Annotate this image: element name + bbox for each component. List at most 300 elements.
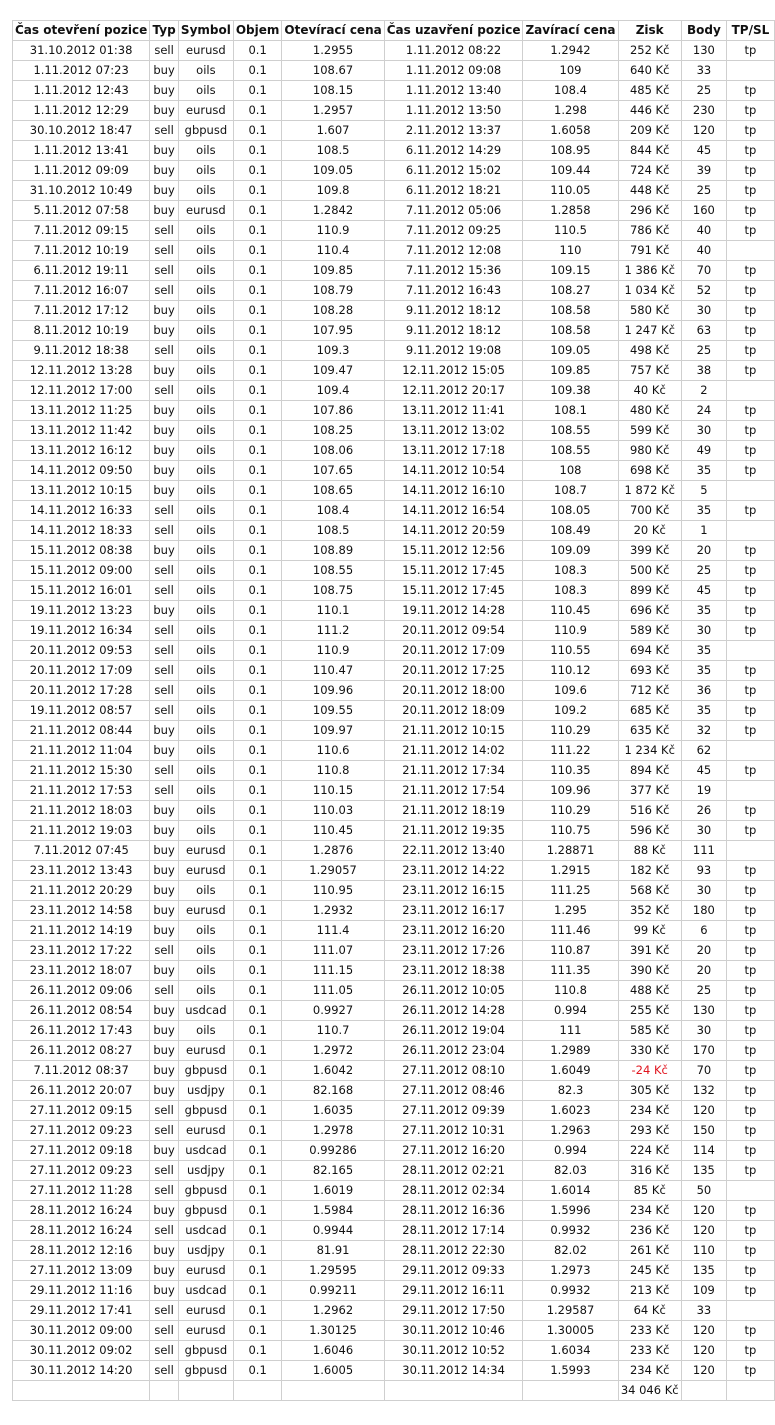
cell-open-price: 1.30125 <box>282 1321 384 1341</box>
cell-close-price: 110.75 <box>523 821 618 841</box>
table-row <box>13 541 775 561</box>
table-row <box>13 1341 775 1361</box>
cell-open-time: 26.11.2012 08:27 <box>13 1041 150 1061</box>
cell-points: 30 <box>681 821 726 841</box>
cell-tpsl <box>726 781 774 801</box>
header-type: Typ <box>150 21 179 41</box>
table-row <box>13 161 775 181</box>
cell-open-price: 110.9 <box>282 221 384 241</box>
cell-type: sell <box>150 241 179 261</box>
cell-profit: 293 Kč <box>618 1121 681 1141</box>
cell-points: 120 <box>681 1341 726 1361</box>
cell-type: sell <box>150 1341 179 1361</box>
cell-tpsl: tp <box>726 1041 774 1061</box>
cell-profit: 1 872 Kč <box>618 481 681 501</box>
cell-volume: 0.1 <box>233 281 282 301</box>
cell-points: 120 <box>681 1361 726 1381</box>
cell-type: buy <box>150 961 179 981</box>
cell-open-time: 29.11.2012 11:16 <box>13 1281 150 1301</box>
cell-tpsl: tp <box>726 601 774 621</box>
cell-type: buy <box>150 1141 179 1161</box>
cell-profit: 99 Kč <box>618 921 681 941</box>
cell-volume: 0.1 <box>233 61 282 81</box>
cell-profit: 224 Kč <box>618 1141 681 1161</box>
cell-open-time: 20.11.2012 09:53 <box>13 641 150 661</box>
cell-open-time: 21.11.2012 18:03 <box>13 801 150 821</box>
cell-symbol: oils <box>178 181 233 201</box>
cell-points: 120 <box>681 1221 726 1241</box>
cell-points: 93 <box>681 861 726 881</box>
cell-close-price: 110.9 <box>523 621 618 641</box>
header-points: Body <box>681 21 726 41</box>
cell-open-time: 23.11.2012 14:58 <box>13 901 150 921</box>
cell-profit: 352 Kč <box>618 901 681 921</box>
cell-symbol: oils <box>178 481 233 501</box>
cell-close-price: 1.6049 <box>523 1061 618 1081</box>
cell-points: 20 <box>681 941 726 961</box>
cell-points: 1 <box>681 521 726 541</box>
cell-symbol: eurusd <box>178 201 233 221</box>
table-row <box>13 921 775 941</box>
cell-open-price: 107.65 <box>282 461 384 481</box>
cell-profit: 391 Kč <box>618 941 681 961</box>
cell-symbol: oils <box>178 681 233 701</box>
table-row <box>13 61 775 81</box>
cell-symbol: oils <box>178 81 233 101</box>
cell-close-time: 2.11.2012 13:37 <box>384 121 523 141</box>
cell-profit: 693 Kč <box>618 661 681 681</box>
cell-points: 24 <box>681 401 726 421</box>
cell-close-time: 1.11.2012 08:22 <box>384 41 523 61</box>
cell-close-price: 108.58 <box>523 321 618 341</box>
cell-open-price: 110.45 <box>282 821 384 841</box>
total-row-empty-cell <box>13 1381 150 1401</box>
cell-open-price: 1.2978 <box>282 1121 384 1141</box>
cell-open-time: 1.11.2012 12:29 <box>13 101 150 121</box>
cell-close-time: 29.11.2012 17:50 <box>384 1301 523 1321</box>
cell-profit: 316 Kč <box>618 1161 681 1181</box>
cell-points: 45 <box>681 761 726 781</box>
cell-tpsl <box>726 61 774 81</box>
cell-type: sell <box>150 681 179 701</box>
cell-type: buy <box>150 201 179 221</box>
cell-close-price: 82.03 <box>523 1161 618 1181</box>
cell-close-price: 1.2858 <box>523 201 618 221</box>
cell-points: 25 <box>681 181 726 201</box>
cell-close-time: 23.11.2012 14:22 <box>384 861 523 881</box>
cell-close-time: 1.11.2012 13:50 <box>384 101 523 121</box>
cell-points: 19 <box>681 781 726 801</box>
cell-open-time: 20.11.2012 17:09 <box>13 661 150 681</box>
cell-close-price: 1.6014 <box>523 1181 618 1201</box>
cell-tpsl: tp <box>726 161 774 181</box>
cell-type: buy <box>150 401 179 421</box>
cell-points: 35 <box>681 601 726 621</box>
cell-open-price: 110.9 <box>282 641 384 661</box>
table-row <box>13 1261 775 1281</box>
cell-close-price: 1.6034 <box>523 1341 618 1361</box>
cell-open-time: 23.11.2012 13:43 <box>13 861 150 881</box>
cell-close-price: 1.295 <box>523 901 618 921</box>
cell-open-time: 27.11.2012 09:23 <box>13 1161 150 1181</box>
cell-points: 150 <box>681 1121 726 1141</box>
cell-open-time: 7.11.2012 09:15 <box>13 221 150 241</box>
cell-open-time: 1.11.2012 09:09 <box>13 161 150 181</box>
cell-tpsl: tp <box>726 141 774 161</box>
cell-symbol: oils <box>178 581 233 601</box>
cell-symbol: oils <box>178 161 233 181</box>
header-tpsl: TP/SL <box>726 21 774 41</box>
cell-points: 20 <box>681 541 726 561</box>
cell-volume: 0.1 <box>233 521 282 541</box>
cell-volume: 0.1 <box>233 121 282 141</box>
cell-open-price: 107.86 <box>282 401 384 421</box>
cell-points: 36 <box>681 681 726 701</box>
cell-symbol: oils <box>178 921 233 941</box>
cell-open-price: 108.5 <box>282 141 384 161</box>
cell-type: buy <box>150 1201 179 1221</box>
table-row <box>13 701 775 721</box>
cell-points: 45 <box>681 581 726 601</box>
cell-open-price: 1.6042 <box>282 1061 384 1081</box>
cell-open-price: 0.99211 <box>282 1281 384 1301</box>
cell-open-price: 1.6046 <box>282 1341 384 1361</box>
table-row <box>13 1061 775 1081</box>
cell-close-time: 13.11.2012 17:18 <box>384 441 523 461</box>
cell-volume: 0.1 <box>233 581 282 601</box>
cell-tpsl: tp <box>726 501 774 521</box>
cell-close-time: 26.11.2012 14:28 <box>384 1001 523 1021</box>
cell-open-time: 21.11.2012 14:19 <box>13 921 150 941</box>
cell-volume: 0.1 <box>233 1001 282 1021</box>
cell-close-price: 110.29 <box>523 721 618 741</box>
total-row-empty-cell <box>178 1381 233 1401</box>
table-row <box>13 781 775 801</box>
cell-volume: 0.1 <box>233 1041 282 1061</box>
cell-close-time: 27.11.2012 09:39 <box>384 1101 523 1121</box>
cell-tpsl: tp <box>726 701 774 721</box>
cell-open-price: 110.1 <box>282 601 384 621</box>
cell-tpsl: tp <box>726 1061 774 1081</box>
cell-close-time: 30.11.2012 10:46 <box>384 1321 523 1341</box>
cell-open-time: 21.11.2012 11:04 <box>13 741 150 761</box>
cell-volume: 0.1 <box>233 901 282 921</box>
cell-tpsl: tp <box>726 661 774 681</box>
cell-profit: 980 Kč <box>618 441 681 461</box>
cell-volume: 0.1 <box>233 981 282 1001</box>
cell-type: buy <box>150 361 179 381</box>
cell-profit: 236 Kč <box>618 1221 681 1241</box>
cell-close-price: 108.3 <box>523 561 618 581</box>
cell-close-time: 23.11.2012 16:20 <box>384 921 523 941</box>
cell-profit: 589 Kč <box>618 621 681 641</box>
cell-tpsl <box>726 841 774 861</box>
cell-volume: 0.1 <box>233 1161 282 1181</box>
cell-open-price: 110.6 <box>282 741 384 761</box>
cell-type: sell <box>150 1161 179 1181</box>
cell-close-time: 14.11.2012 16:10 <box>384 481 523 501</box>
cell-open-price: 108.06 <box>282 441 384 461</box>
table-row <box>13 1201 775 1221</box>
cell-open-price: 1.6035 <box>282 1101 384 1121</box>
cell-open-time: 21.11.2012 08:44 <box>13 721 150 741</box>
cell-profit: 88 Kč <box>618 841 681 861</box>
cell-type: sell <box>150 641 179 661</box>
cell-symbol: oils <box>178 381 233 401</box>
cell-open-time: 20.11.2012 17:28 <box>13 681 150 701</box>
trades-table-container <box>12 20 775 1401</box>
cell-points: 120 <box>681 1321 726 1341</box>
cell-open-price: 0.9944 <box>282 1221 384 1241</box>
cell-close-price: 1.30005 <box>523 1321 618 1341</box>
cell-profit: 498 Kč <box>618 341 681 361</box>
cell-open-price: 1.6019 <box>282 1181 384 1201</box>
header-open-price: Otevírací cena <box>282 21 384 41</box>
cell-close-price: 109.44 <box>523 161 618 181</box>
cell-points: 35 <box>681 641 726 661</box>
cell-tpsl <box>726 521 774 541</box>
cell-points: 70 <box>681 1061 726 1081</box>
cell-open-time: 30.11.2012 09:02 <box>13 1341 150 1361</box>
cell-profit: 1 247 Kč <box>618 321 681 341</box>
cell-type: buy <box>150 541 179 561</box>
cell-close-time: 20.11.2012 17:25 <box>384 661 523 681</box>
cell-tpsl: tp <box>726 1161 774 1181</box>
cell-symbol: oils <box>178 221 233 241</box>
cell-close-time: 27.11.2012 08:10 <box>384 1061 523 1081</box>
cell-symbol: oils <box>178 701 233 721</box>
cell-close-time: 29.11.2012 16:11 <box>384 1281 523 1301</box>
table-row <box>13 601 775 621</box>
cell-tpsl: tp <box>726 261 774 281</box>
cell-open-price: 109.05 <box>282 161 384 181</box>
cell-close-time: 12.11.2012 20:17 <box>384 381 523 401</box>
cell-symbol: oils <box>178 741 233 761</box>
table-row <box>13 881 775 901</box>
cell-close-price: 0.9932 <box>523 1281 618 1301</box>
cell-type: buy <box>150 321 179 341</box>
cell-close-price: 110.29 <box>523 801 618 821</box>
total-row-empty-cell <box>681 1381 726 1401</box>
cell-close-price: 110.8 <box>523 981 618 1001</box>
table-row <box>13 321 775 341</box>
cell-symbol: oils <box>178 601 233 621</box>
cell-close-time: 23.11.2012 18:38 <box>384 961 523 981</box>
cell-symbol: eurusd <box>178 1301 233 1321</box>
cell-open-price: 111.15 <box>282 961 384 981</box>
cell-symbol: usdcad <box>178 1141 233 1161</box>
total-row-empty-cell <box>523 1381 618 1401</box>
cell-points: 6 <box>681 921 726 941</box>
cell-volume: 0.1 <box>233 561 282 581</box>
table-row <box>13 1321 775 1341</box>
cell-type: buy <box>150 421 179 441</box>
cell-open-time: 21.11.2012 15:30 <box>13 761 150 781</box>
cell-symbol: oils <box>178 561 233 581</box>
cell-profit: 234 Kč <box>618 1101 681 1121</box>
cell-type: buy <box>150 461 179 481</box>
cell-close-price: 108 <box>523 461 618 481</box>
cell-open-price: 108.5 <box>282 521 384 541</box>
cell-points: 110 <box>681 1241 726 1261</box>
cell-symbol: eurusd <box>178 1121 233 1141</box>
total-row-empty-cell <box>384 1381 523 1401</box>
cell-tpsl <box>726 381 774 401</box>
cell-close-time: 26.11.2012 23:04 <box>384 1041 523 1061</box>
cell-symbol: gbpusd <box>178 1101 233 1121</box>
cell-points: 120 <box>681 1101 726 1121</box>
cell-type: buy <box>150 601 179 621</box>
cell-open-price: 1.2876 <box>282 841 384 861</box>
cell-volume: 0.1 <box>233 1101 282 1121</box>
cell-tpsl: tp <box>726 721 774 741</box>
cell-close-time: 14.11.2012 20:59 <box>384 521 523 541</box>
cell-close-time: 12.11.2012 15:05 <box>384 361 523 381</box>
table-row <box>13 181 775 201</box>
cell-close-time: 22.11.2012 13:40 <box>384 841 523 861</box>
cell-profit: 234 Kč <box>618 1361 681 1381</box>
cell-type: sell <box>150 1121 179 1141</box>
cell-symbol: eurusd <box>178 1321 233 1341</box>
cell-symbol: oils <box>178 721 233 741</box>
cell-open-time: 15.11.2012 08:38 <box>13 541 150 561</box>
cell-points: 30 <box>681 881 726 901</box>
cell-volume: 0.1 <box>233 261 282 281</box>
cell-close-time: 27.11.2012 16:20 <box>384 1141 523 1161</box>
cell-close-price: 1.2963 <box>523 1121 618 1141</box>
cell-symbol: usdjpy <box>178 1161 233 1181</box>
cell-profit: 485 Kč <box>618 81 681 101</box>
cell-type: buy <box>150 1081 179 1101</box>
cell-symbol: gbpusd <box>178 1201 233 1221</box>
cell-open-price: 109.85 <box>282 261 384 281</box>
cell-symbol: eurusd <box>178 41 233 61</box>
cell-tpsl: tp <box>726 881 774 901</box>
cell-open-price: 1.2962 <box>282 1301 384 1321</box>
cell-close-time: 21.11.2012 17:34 <box>384 761 523 781</box>
cell-close-price: 0.994 <box>523 1141 618 1161</box>
cell-profit: 568 Kč <box>618 881 681 901</box>
table-row <box>13 401 775 421</box>
cell-open-price: 110.7 <box>282 1021 384 1041</box>
cell-close-time: 23.11.2012 17:26 <box>384 941 523 961</box>
cell-profit: 64 Kč <box>618 1301 681 1321</box>
cell-profit: 305 Kč <box>618 1081 681 1101</box>
cell-profit: 757 Kč <box>618 361 681 381</box>
cell-close-price: 109.96 <box>523 781 618 801</box>
cell-open-price: 108.75 <box>282 581 384 601</box>
cell-type: sell <box>150 941 179 961</box>
cell-tpsl: tp <box>726 621 774 641</box>
cell-close-time: 20.11.2012 18:09 <box>384 701 523 721</box>
cell-volume: 0.1 <box>233 241 282 261</box>
total-row <box>13 1381 775 1401</box>
cell-open-time: 26.11.2012 09:06 <box>13 981 150 1001</box>
cell-symbol: oils <box>178 301 233 321</box>
cell-profit: 296 Kč <box>618 201 681 221</box>
cell-profit: 446 Kč <box>618 101 681 121</box>
cell-open-price: 107.95 <box>282 321 384 341</box>
cell-close-time: 6.11.2012 14:29 <box>384 141 523 161</box>
cell-tpsl <box>726 241 774 261</box>
cell-symbol: oils <box>178 441 233 461</box>
cell-tpsl: tp <box>726 861 774 881</box>
table-row <box>13 641 775 661</box>
cell-close-price: 108.4 <box>523 81 618 101</box>
cell-open-time: 26.11.2012 08:54 <box>13 1001 150 1021</box>
cell-open-time: 14.11.2012 09:50 <box>13 461 150 481</box>
table-row <box>13 341 775 361</box>
cell-profit: 640 Kč <box>618 61 681 81</box>
cell-symbol: gbpusd <box>178 121 233 141</box>
cell-volume: 0.1 <box>233 1241 282 1261</box>
cell-profit: 20 Kč <box>618 521 681 541</box>
cell-volume: 0.1 <box>233 541 282 561</box>
cell-open-price: 110.4 <box>282 241 384 261</box>
cell-open-price: 1.2972 <box>282 1041 384 1061</box>
cell-points: 26 <box>681 801 726 821</box>
table-row <box>13 441 775 461</box>
table-row <box>13 1361 775 1381</box>
cell-tpsl: tp <box>726 961 774 981</box>
cell-open-price: 108.28 <box>282 301 384 321</box>
cell-volume: 0.1 <box>233 381 282 401</box>
cell-type: buy <box>150 161 179 181</box>
cell-type: buy <box>150 101 179 121</box>
cell-points: 2 <box>681 381 726 401</box>
cell-symbol: oils <box>178 401 233 421</box>
cell-open-time: 7.11.2012 17:12 <box>13 301 150 321</box>
cell-profit: 488 Kč <box>618 981 681 1001</box>
cell-points: 63 <box>681 321 726 341</box>
cell-tpsl: tp <box>726 541 774 561</box>
cell-close-price: 1.2973 <box>523 1261 618 1281</box>
trades-table <box>12 20 775 1401</box>
cell-open-time: 9.11.2012 18:38 <box>13 341 150 361</box>
cell-close-time: 13.11.2012 13:02 <box>384 421 523 441</box>
cell-open-time: 1.11.2012 13:41 <box>13 141 150 161</box>
cell-profit: 182 Kč <box>618 861 681 881</box>
cell-volume: 0.1 <box>233 601 282 621</box>
cell-symbol: oils <box>178 821 233 841</box>
cell-type: buy <box>150 821 179 841</box>
cell-symbol: usdcad <box>178 1281 233 1301</box>
cell-open-price: 108.4 <box>282 501 384 521</box>
cell-type: buy <box>150 1261 179 1281</box>
table-row <box>13 261 775 281</box>
cell-open-price: 109.8 <box>282 181 384 201</box>
cell-points: 160 <box>681 201 726 221</box>
cell-symbol: oils <box>178 521 233 541</box>
table-row <box>13 81 775 101</box>
cell-open-time: 27.11.2012 13:09 <box>13 1261 150 1281</box>
cell-symbol: usdcad <box>178 1221 233 1241</box>
cell-volume: 0.1 <box>233 1061 282 1081</box>
cell-type: buy <box>150 1281 179 1301</box>
cell-open-price: 1.2842 <box>282 201 384 221</box>
cell-open-price: 1.6005 <box>282 1361 384 1381</box>
cell-type: buy <box>150 861 179 881</box>
cell-tpsl: tp <box>726 301 774 321</box>
cell-profit: 844 Kč <box>618 141 681 161</box>
cell-type: sell <box>150 781 179 801</box>
cell-points: 40 <box>681 221 726 241</box>
total-row-empty-cell <box>233 1381 282 1401</box>
cell-open-price: 1.29595 <box>282 1261 384 1281</box>
cell-close-price: 108.1 <box>523 401 618 421</box>
table-row <box>13 1281 775 1301</box>
table-row <box>13 1181 775 1201</box>
